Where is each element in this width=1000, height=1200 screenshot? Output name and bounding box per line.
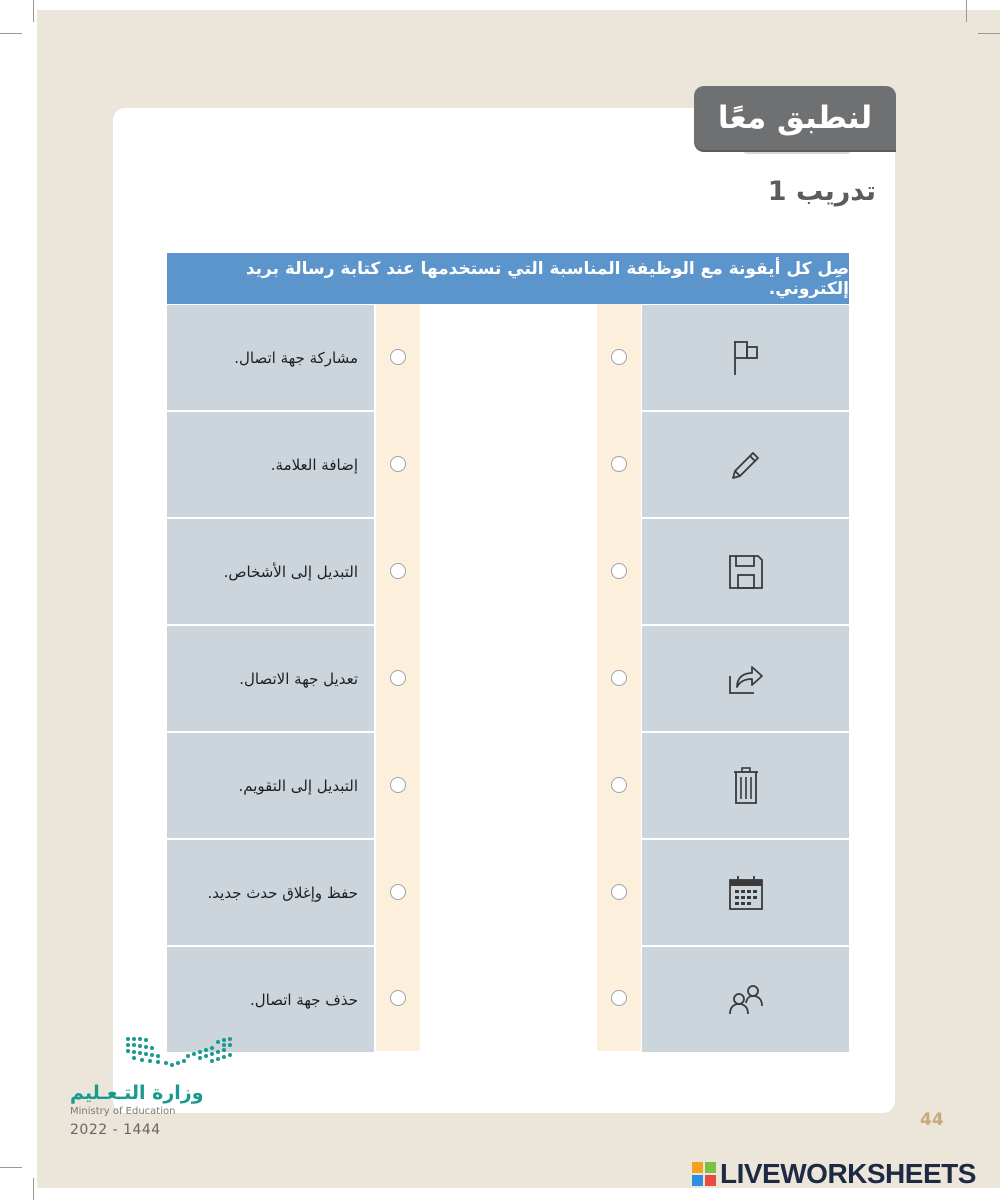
- calendar-icon: [728, 875, 764, 911]
- function-cell: [167, 733, 374, 838]
- pencil-icon: [728, 447, 764, 483]
- page-number: 44: [920, 1110, 944, 1130]
- icon-cell-trash: [642, 733, 849, 838]
- liveworksheets-text: LIVEWORKSHEETS: [720, 1158, 976, 1189]
- save-icon: [727, 553, 765, 591]
- function-cell: [167, 519, 374, 624]
- share-icon: [727, 662, 765, 696]
- function-label: مشاركة جهة اتصال.: [234, 348, 358, 367]
- function-label: تعديل جهة الاتصال.: [239, 669, 358, 688]
- icon-cell-save: [642, 519, 849, 624]
- match-dot-function-4[interactable]: [390, 670, 406, 686]
- flag-icon: [729, 338, 763, 378]
- function-cell: [167, 840, 374, 945]
- match-dot-icon-3[interactable]: [611, 563, 627, 579]
- function-label: التبديل إلى التقويم.: [238, 776, 358, 795]
- section-title: لنطبق معًا: [694, 86, 896, 150]
- match-dot-function-1[interactable]: [390, 349, 406, 365]
- ministry-name-arabic: وزارة التـعـليم: [70, 1082, 204, 1104]
- match-dot-icon-7[interactable]: [611, 990, 627, 1006]
- liveworksheets-brand[interactable]: [692, 1158, 976, 1190]
- crop-mark: [966, 0, 967, 22]
- function-label: حفظ وإغلاق حدث جديد.: [207, 883, 358, 902]
- ministry-year: 2022 - 1444: [70, 1122, 161, 1138]
- match-dot-icon-2[interactable]: [611, 456, 627, 472]
- match-dot-icon-4[interactable]: [611, 670, 627, 686]
- match-dot-icon-6[interactable]: [611, 884, 627, 900]
- people-icon: [727, 983, 765, 1017]
- match-dot-function-6[interactable]: [390, 884, 406, 900]
- match-dot-function-3[interactable]: [390, 563, 406, 579]
- match-dot-icon-1[interactable]: [611, 349, 627, 365]
- trash-icon: [731, 766, 761, 806]
- ministry-logo: [122, 1034, 238, 1074]
- exercise-title: تدريب 1: [767, 176, 876, 207]
- crop-mark: [33, 1178, 34, 1200]
- function-cell: [167, 305, 374, 410]
- crop-mark: [33, 0, 34, 22]
- icon-cell-calendar: [642, 840, 849, 945]
- crop-mark: [0, 33, 22, 34]
- function-label: إضافة العلامة.: [270, 455, 358, 474]
- match-dot-icon-5[interactable]: [611, 777, 627, 793]
- match-dot-function-2[interactable]: [390, 456, 406, 472]
- icon-cell-flag: [642, 305, 849, 410]
- liveworksheets-logo-icon: [692, 1162, 716, 1186]
- match-dot-function-7[interactable]: [390, 990, 406, 1006]
- function-label: حذف جهة اتصال.: [249, 990, 358, 1009]
- icon-cell-pencil: [642, 412, 849, 517]
- instruction-bar: صِل كل أيقونة مع الوظيفة المناسبة التي تستخدمها عند كتابة رسالة بريد إلكتروني.: [167, 253, 849, 304]
- function-cell: [167, 412, 374, 517]
- ministry-name-english: Ministry of Education: [70, 1106, 176, 1117]
- crop-mark: [978, 33, 1000, 34]
- icon-cell-share: [642, 626, 849, 731]
- icon-cell-people: [642, 947, 849, 1052]
- crop-mark: [0, 1167, 22, 1168]
- function-cell: [167, 626, 374, 731]
- match-dot-function-5[interactable]: [390, 777, 406, 793]
- function-label: التبديل إلى الأشخاص.: [223, 562, 358, 581]
